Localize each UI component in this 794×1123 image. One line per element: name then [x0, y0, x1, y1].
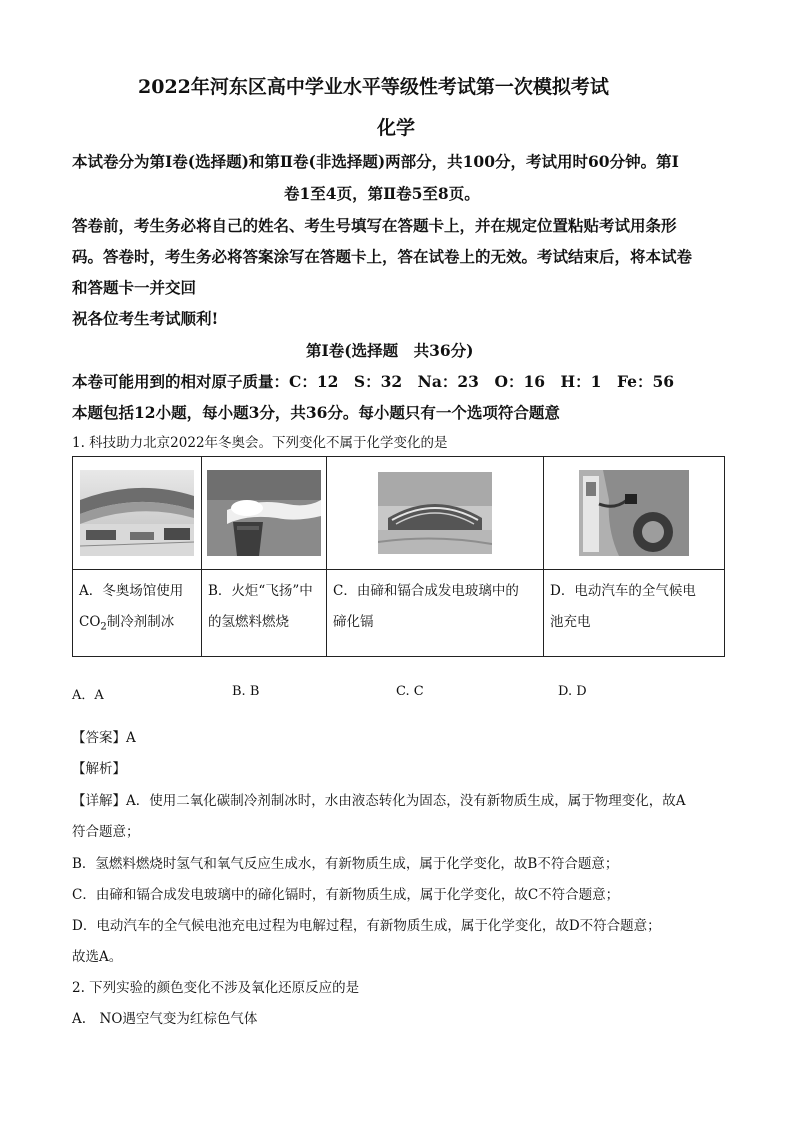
instruction-line: 本题包括12小题，每小题3分，共36分。每小题只有一个选项符合题意 [72, 403, 560, 422]
choice-a: A．A [72, 688, 104, 703]
choice-c: C. C [396, 684, 424, 699]
option-b-image-cell [202, 457, 327, 570]
option-c-line2: 碲化镉 [333, 614, 374, 630]
intro-line-5: 和答题卡一并交回 [72, 278, 197, 297]
atomic-mass-line: 本卷可能用到的相对原子质量：C：12 S：32 Na：23 O：16 H：1 Fe：56 [72, 372, 675, 391]
detail-line-3: B．氢燃料燃烧时氢气和氧气反应生成水，有新物质生成，属于化学变化，故B不符合题意； [72, 856, 619, 872]
option-b-line1: B．火炬“飞扬”中 [208, 583, 313, 599]
option-a-line1: A．冬奥场馆使用 [79, 583, 184, 599]
q1-stem: 1. 科技助力北京2022年冬奥会。下列变化不属于化学变化的是 [72, 435, 448, 451]
intro-line-3: 答卷前，考生务必将自己的姓名、考生号填写在答题卡上，并在规定位置粘贴考试用条形 [72, 216, 677, 235]
choice-d: D. D [558, 684, 587, 699]
detail-line-5: D．电动汽车的全气候电池充电过程为电解过程，有新物质生成，属于化学变化，故D不符合题意； [72, 918, 661, 934]
option-a-image-cell [73, 457, 202, 570]
option-b-line2: 的氢燃料燃烧 [208, 614, 289, 630]
option-d-image-cell [544, 457, 725, 570]
intro-line-2: 卷1至4页，第Ⅱ卷5至8页。 [284, 184, 480, 203]
exam-title: 2022年河东区高中学业水平等级性考试第一次模拟考试 [138, 76, 609, 98]
analysis-label: 【解析】 [72, 761, 126, 777]
option-d-line2: 池充电 [550, 614, 591, 630]
option-c-image-cell [327, 457, 544, 570]
option-a-subscript: 2 [100, 621, 107, 633]
detail-line-1: 【详解】A．使用二氧化碳制冷剂制冰时，水由液态转化为固态，没有新物质生成，属于物理变化，故A [72, 793, 686, 809]
choice-b: B. B [232, 684, 260, 699]
option-a-line2b: 制冷剂制冰 [106, 614, 175, 630]
subject-title: 化学 [377, 117, 416, 139]
answer-label: 【答案】A [72, 730, 136, 746]
option-d-text [544, 570, 725, 657]
section-heading: 第Ⅰ卷(选择题 共36分) [306, 341, 474, 360]
q1-options-table [72, 456, 725, 657]
torch-photo [207, 470, 321, 556]
option-c-line1: C．由碲和镉合成发电玻璃中的 [333, 583, 519, 599]
q2-option-a: A. NO遇空气变为红棕色气体 [72, 1011, 258, 1027]
ev-charging-photo [579, 470, 689, 556]
option-b-text [202, 570, 327, 657]
option-c-text [327, 570, 544, 657]
option-a-text [73, 570, 202, 657]
option-d-line1: D．电动汽车的全气候电 [550, 583, 696, 599]
q2-stem: 2. 下列实验的颜色变化不涉及氧化还原反应的是 [72, 980, 360, 996]
wish-line: 祝各位考生考试顺利! [72, 309, 219, 328]
intro-line-4: 码。答卷时，考生务必将答案涂写在答题卡上，答在试卷上的无效。考试结束后，将本试卷 [72, 247, 693, 266]
option-a-line2a: CO [79, 614, 101, 630]
ice-rink-photo [80, 470, 194, 556]
stadium-photo [378, 472, 492, 554]
detail-line-4: C．由碲和镉合成发电玻璃中的碲化镉时，有新物质生成，属于化学变化，故C不符合题意； [72, 887, 620, 903]
detail-line-2: 符合题意； [72, 824, 140, 840]
intro-line-1: 本试卷分为第Ⅰ卷(选择题)和第Ⅱ卷(非选择题)两部分，共100分，考试用时60分钟。第Ⅰ [72, 152, 679, 171]
detail-line-6: 故选A。 [72, 949, 123, 965]
